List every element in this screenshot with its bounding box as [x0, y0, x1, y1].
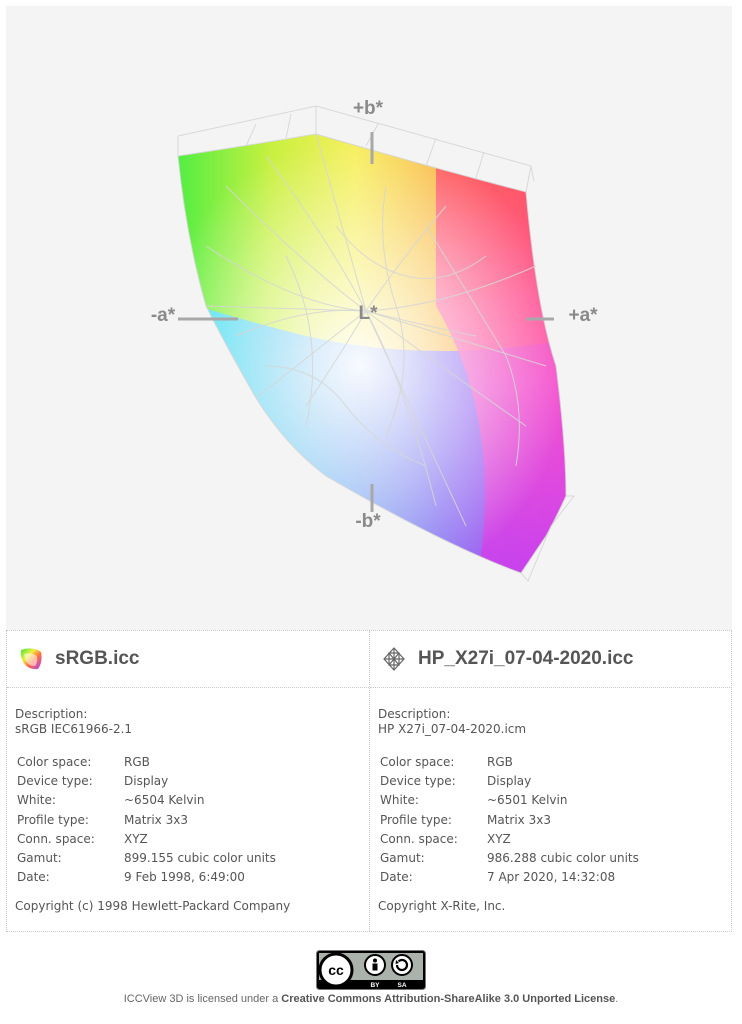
property-value: Display	[124, 773, 169, 788]
profile-header	[7, 631, 369, 688]
property-row	[17, 752, 276, 771]
cc-text: cc	[328, 962, 344, 978]
license-text	[0, 993, 742, 1005]
profile-info	[15, 707, 290, 913]
license-prefix: ICCView 3D is licensed under a	[123, 993, 282, 1005]
property-row	[380, 771, 639, 790]
cc-by-sa-badge[interactable]	[316, 950, 426, 990]
profile-info	[378, 707, 639, 913]
property-row	[380, 868, 639, 887]
profile-column-hp-x27i	[370, 631, 732, 931]
property-key: Profile type:	[380, 812, 452, 827]
description-label: Description:	[15, 707, 88, 721]
property-key: Gamut:	[17, 851, 62, 866]
sa-share-icon	[392, 955, 412, 975]
profile-comparison-panel	[6, 630, 732, 932]
plus-a-axis-label: +a*	[568, 305, 598, 326]
gamut-3d-viewer[interactable]	[6, 6, 732, 630]
gamut-plot[interactable]	[6, 6, 732, 630]
property-key: Device type:	[17, 773, 93, 788]
property-row	[380, 791, 639, 810]
property-row	[17, 810, 276, 829]
property-value: Display	[487, 773, 532, 788]
property-key: Conn. space:	[17, 831, 95, 846]
profile-name: sRGB.icc	[55, 648, 140, 669]
property-row	[380, 810, 639, 829]
property-value: XYZ	[124, 831, 148, 846]
description-value: sRGB IEC61966-2.1	[15, 722, 133, 736]
property-value: ~6504 Kelvin	[124, 793, 205, 808]
property-key: White:	[380, 793, 419, 808]
wireframe-gamut-icon	[381, 646, 407, 672]
property-key: Color space:	[17, 754, 92, 769]
property-value: RGB	[487, 754, 513, 769]
license-suffix: .	[615, 993, 619, 1005]
license-footer	[0, 950, 742, 1005]
copyright-text: Copyright (c) 1998 Hewlett-Packard Company	[15, 899, 291, 914]
property-row	[17, 791, 276, 810]
profile-properties-table	[380, 752, 639, 887]
lightness-axis-label: L*	[358, 303, 378, 324]
property-key: Device type:	[380, 773, 456, 788]
property-key: Gamut:	[380, 851, 425, 866]
description-label: Description:	[378, 707, 451, 721]
property-value: 9 Feb 1998, 6:49:00	[124, 870, 245, 885]
property-key: Date:	[17, 870, 50, 885]
property-row	[380, 752, 639, 771]
property-row	[380, 829, 639, 848]
property-value: Matrix 3x3	[487, 812, 551, 827]
copyright-text: Copyright X-Rite, Inc.	[378, 899, 506, 914]
property-row	[380, 848, 639, 867]
profile-header	[370, 631, 732, 688]
property-value: RGB	[124, 754, 150, 769]
minus-b-axis-label: -b*	[355, 511, 381, 532]
property-row	[17, 848, 276, 867]
property-row	[17, 771, 276, 790]
property-value: Matrix 3x3	[124, 812, 188, 827]
profile-name: HP_X27i_07-04-2020.icc	[418, 648, 634, 669]
property-value: 899.155 cubic color units	[124, 851, 276, 866]
property-key: Conn. space:	[380, 831, 458, 846]
property-key: White:	[17, 793, 56, 808]
property-row	[17, 868, 276, 887]
property-value: 7 Apr 2020, 14:32:08	[487, 870, 616, 885]
property-key: Date:	[380, 870, 413, 885]
property-row	[17, 829, 276, 848]
plus-b-axis-label: +b*	[352, 98, 384, 119]
profile-column-srgb	[7, 631, 370, 931]
description-value: HP X27i_07-04-2020.icm	[378, 722, 527, 736]
license-link[interactable]: Creative Commons Attribution-ShareAlike 3.0 Unported License	[281, 993, 616, 1005]
property-key: Color space:	[380, 754, 455, 769]
profile-properties-table	[17, 752, 276, 887]
property-value: 986.288 cubic color units	[487, 851, 639, 866]
property-value: XYZ	[487, 831, 511, 846]
sa-text: SA	[397, 982, 407, 989]
rainbow-petal-icon	[18, 646, 44, 672]
minus-a-axis-label: -a*	[150, 305, 176, 326]
property-value: ~6501 Kelvin	[487, 793, 568, 808]
property-key: Profile type:	[17, 812, 89, 827]
by-text: BY	[370, 982, 380, 989]
